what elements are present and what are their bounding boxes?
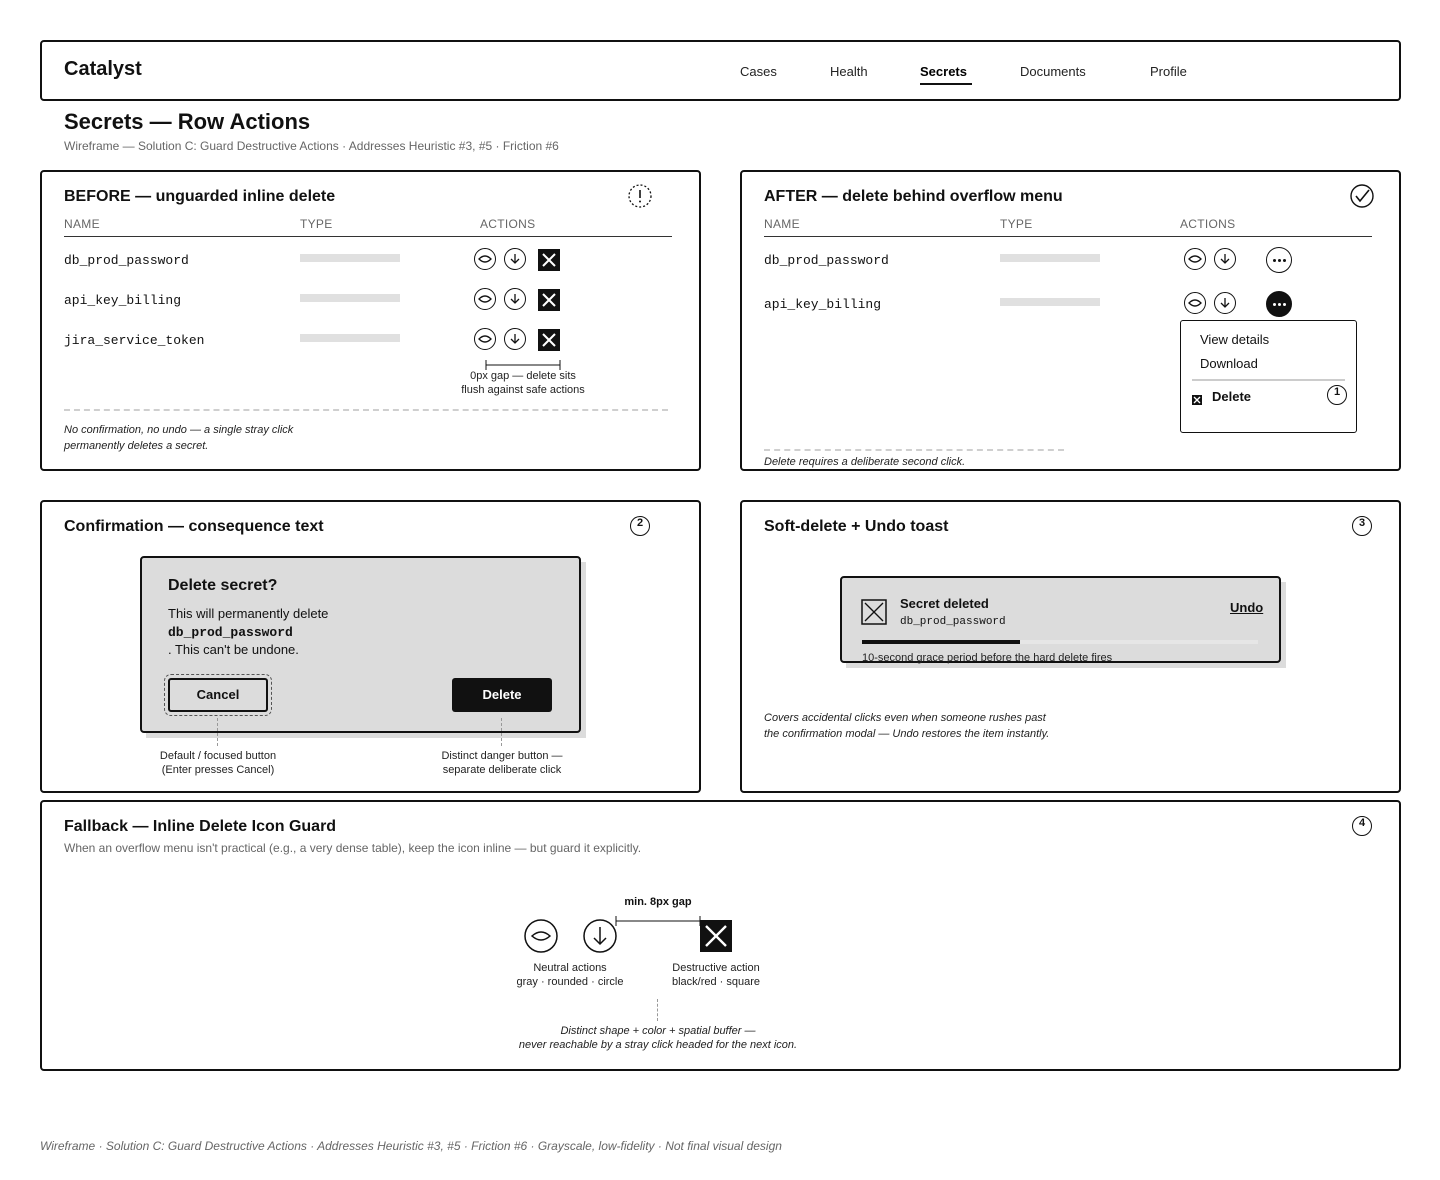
toast-note — [764, 710, 1049, 742]
before-footnote-line-1: No confirmation, no undo — a single stray click — [64, 424, 294, 436]
fallback-note-line-2: never reachable by a stray click headed for the next icon. — [518, 1039, 798, 1051]
after-divider — [764, 449, 1064, 451]
view-icon[interactable] — [1184, 292, 1206, 314]
step-badge-1: 1 — [1327, 385, 1347, 405]
toast-secret-name: db_prod_password — [900, 616, 1006, 628]
nav-active-indicator — [920, 83, 972, 85]
before-row-type-2 — [300, 294, 400, 302]
menu-divider — [1192, 379, 1345, 381]
delete-box-icon — [1192, 392, 1202, 410]
before-row-name-3: jira_service_token — [64, 333, 205, 348]
destructive-action-line-1: Destructive action — [672, 962, 760, 974]
before-row-name-2: api_key_billing — [64, 293, 182, 308]
grace-progress-track — [862, 640, 1258, 644]
fallback-subtitle: When an overflow menu isn't practical (e.g., a very dense table), keep the icon inline — but guard it explicitly. — [64, 841, 642, 855]
download-icon[interactable] — [504, 288, 526, 310]
after-col-name: NAME — [764, 217, 800, 231]
view-icon[interactable] — [474, 328, 496, 350]
page-title: Secrets — Row Actions — [64, 109, 311, 134]
before-footnote-line-2: permanently deletes a secret. — [64, 440, 209, 452]
delete-note-line-2: separate deliberate click — [442, 764, 562, 776]
nav-secrets[interactable]: Secrets — [920, 64, 967, 79]
view-icon[interactable] — [474, 288, 496, 310]
download-icon[interactable] — [1214, 248, 1236, 270]
nav-documents[interactable]: Documents — [1020, 64, 1086, 79]
min-gap-bracket — [614, 914, 704, 932]
cancel-note-line-1: Default / focused button — [159, 750, 277, 762]
after-col-type: TYPE — [1000, 217, 1033, 231]
cancel-note — [138, 749, 298, 777]
before-divider — [64, 409, 668, 411]
menu-item-download[interactable]: Download — [1200, 356, 1258, 371]
delete-callout-line — [501, 718, 502, 746]
after-row-name-2: api_key_billing — [764, 297, 882, 312]
neutral-actions-line-2: gray · rounded · circle — [516, 976, 624, 988]
before-col-actions: ACTIONS — [480, 217, 536, 231]
download-icon[interactable] — [504, 328, 526, 350]
check-icon — [1350, 184, 1374, 213]
undo-link[interactable]: Undo — [1230, 600, 1264, 615]
top-nav-bar — [40, 40, 1401, 101]
fallback-note-line-1: Distinct shape + color + spatial buffer — — [560, 1025, 756, 1037]
neutral-actions-line-1: Neutral actions — [533, 962, 607, 974]
cancel-button[interactable]: Cancel — [168, 678, 268, 712]
download-icon[interactable] — [504, 248, 526, 270]
gap-note-line-2: flush against safe actions — [461, 384, 585, 396]
step-badge-3: 3 — [1352, 516, 1372, 536]
overflow-menu-icon[interactable] — [1266, 247, 1292, 273]
after-row-type-1 — [1000, 254, 1100, 262]
view-icon[interactable] — [524, 919, 558, 958]
page-footer: Wireframe · Solution C: Guard Destructive Actions · Addresses Heuristic #3, #5 · Friction #6 · Grayscale, low-fidelity · Not final visual design — [40, 1139, 782, 1153]
delete-icon[interactable] — [538, 289, 560, 311]
download-icon[interactable] — [1214, 292, 1236, 314]
before-row-type-3 — [300, 334, 400, 342]
view-icon[interactable] — [1184, 248, 1206, 270]
after-col-actions: ACTIONS — [1180, 217, 1236, 231]
fallback-note — [478, 1024, 838, 1052]
menu-item-delete[interactable]: Delete — [1212, 389, 1252, 404]
delete-note-line-1: Distinct danger button — — [441, 750, 563, 762]
delete-note — [422, 749, 582, 777]
before-header-rule — [64, 236, 672, 237]
gap-note — [443, 369, 603, 397]
nav-cases[interactable]: Cases — [740, 64, 777, 79]
after-row-name-1: db_prod_password — [764, 253, 889, 268]
toast-note-line-2: the confirmation modal — Undo restores the item instantly. — [764, 728, 1050, 740]
fallback-callout-line — [657, 999, 658, 1021]
after-panel-title: AFTER — delete behind overflow menu — [764, 188, 1063, 205]
destructive-action-line-2: black/red · square — [671, 976, 761, 988]
step-badge-4: 4 — [1352, 816, 1372, 836]
menu-item-view-details[interactable]: View details — [1200, 332, 1270, 347]
modal-body-line-1: This will permanently delete — [168, 606, 329, 621]
cancel-note-line-2: (Enter presses Cancel) — [161, 764, 275, 776]
before-panel-title: BEFORE — unguarded inline delete — [64, 188, 336, 205]
confirmation-panel-title: Confirmation — consequence text — [64, 518, 324, 535]
min-gap-label: min. 8px gap — [624, 896, 692, 908]
nav-profile[interactable]: Profile — [1150, 64, 1187, 79]
delete-icon[interactable] — [538, 249, 560, 271]
nav-health[interactable]: Health — [830, 64, 868, 79]
delete-icon[interactable] — [700, 920, 732, 952]
before-row-name-1: db_prod_password — [64, 253, 189, 268]
toast-heading: Secret deleted — [900, 596, 989, 611]
modal-title: Delete secret? — [168, 577, 278, 594]
toast-note-line-1: Covers accidental clicks even when someone rushes past — [764, 712, 1046, 724]
gap-note-line-1: 0px gap — delete sits — [470, 370, 576, 382]
modal-secret-name: db_prod_password — [168, 625, 293, 640]
grace-period-text: 10-second grace period before the hard delete fires — [862, 652, 1113, 664]
warning-icon — [628, 184, 652, 213]
destructive-action-label — [646, 961, 786, 989]
before-col-type: TYPE — [300, 217, 333, 231]
app-brand[interactable]: Catalyst — [64, 58, 142, 80]
before-footnote — [64, 422, 293, 454]
confirm-delete-button[interactable]: Delete — [452, 678, 552, 712]
deleted-box-icon — [861, 599, 887, 630]
download-icon[interactable] — [583, 919, 617, 958]
step-badge-2: 2 — [630, 516, 650, 536]
toast-panel-title: Soft-delete + Undo toast — [764, 518, 949, 535]
after-footnote: Delete requires a deliberate second click. — [764, 456, 966, 468]
after-header-rule — [764, 236, 1372, 237]
delete-icon[interactable] — [538, 329, 560, 351]
page-subtitle: Wireframe — Solution C: Guard Destructive Actions · Addresses Heuristic #3, #5 · Friction #6 — [64, 139, 559, 153]
before-row-type-1 — [300, 254, 400, 262]
fallback-panel-title: Fallback — Inline Delete Icon Guard — [64, 818, 337, 835]
after-row-type-2 — [1000, 298, 1100, 306]
overflow-menu-icon-open[interactable] — [1266, 291, 1292, 317]
neutral-actions-label — [490, 961, 650, 989]
view-icon[interactable] — [474, 248, 496, 270]
grace-progress-fill — [862, 640, 1020, 644]
before-col-name: NAME — [64, 217, 100, 231]
modal-body-line-3: . This can't be undone. — [168, 642, 299, 657]
cancel-callout-line — [217, 718, 218, 746]
